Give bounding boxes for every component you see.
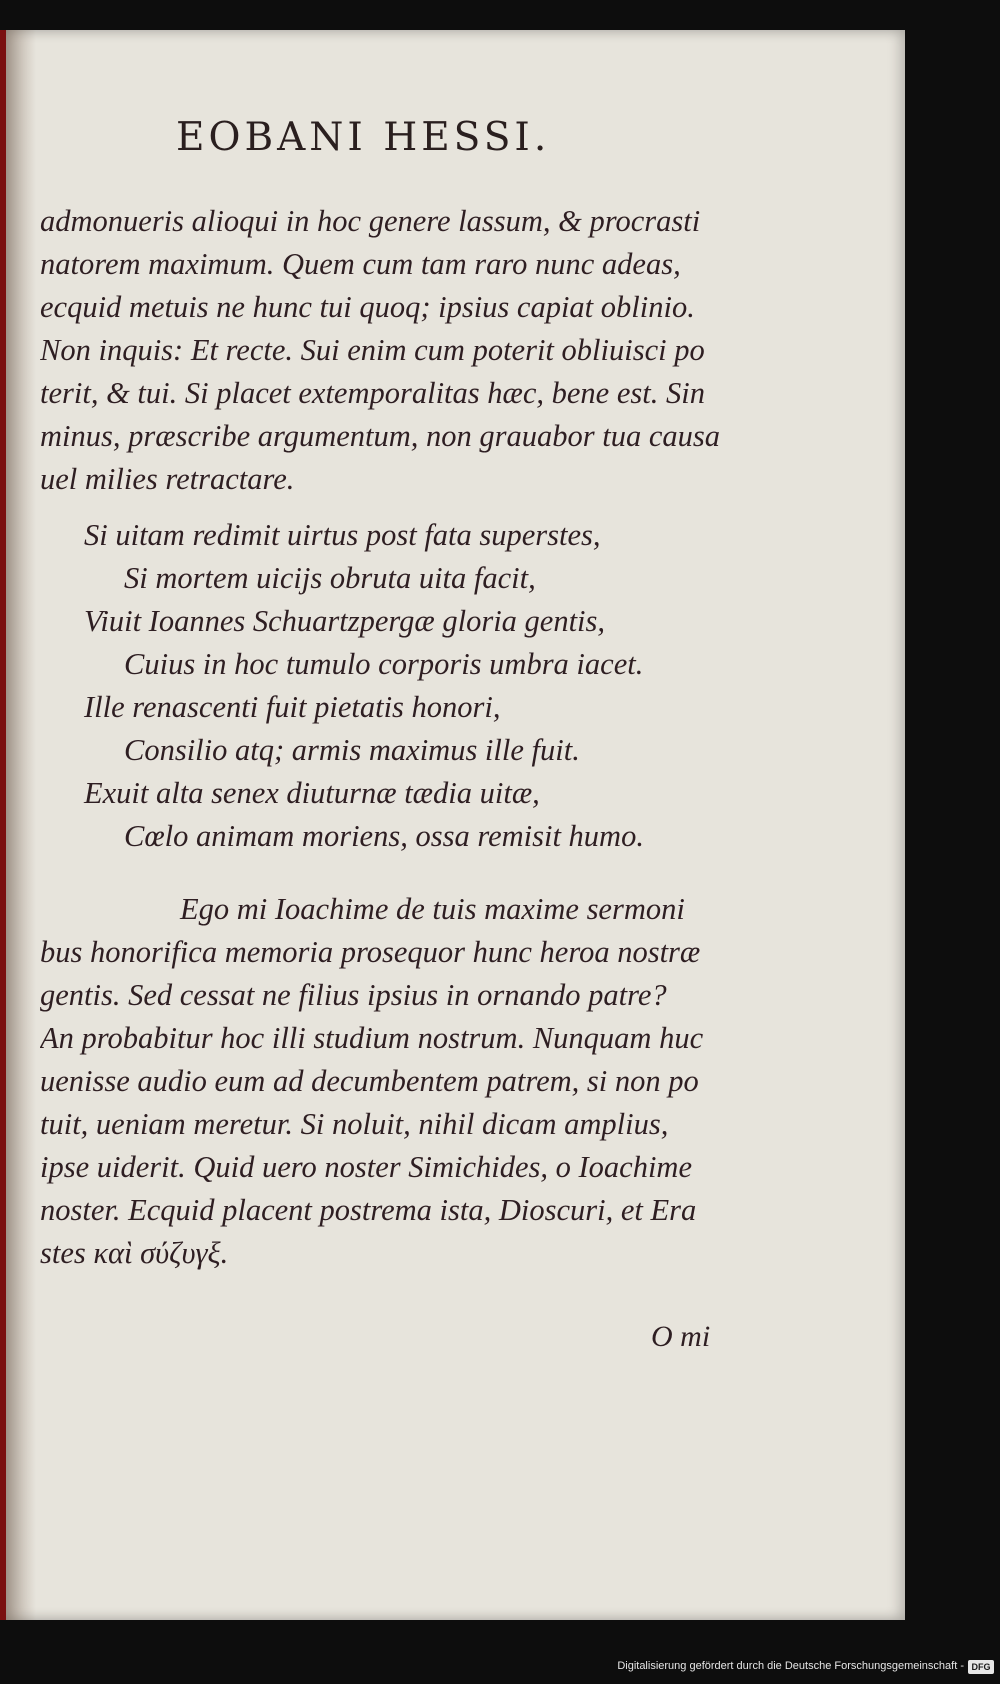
funding-credit: Digitalisierung gefördert durch die Deutsche Forschungsgemeinschaft - (617, 1660, 964, 1672)
prose-line: Ego mi Ioachime de tuis maxime sermoni (180, 892, 685, 926)
prose-line: ipse uiderit. Quid uero noster Simichides, o Ioachime (40, 1150, 692, 1184)
prose-line: tuit, ueniam meretur. Si noluit, nihil dicam amplius, (40, 1107, 669, 1141)
verse-line: Cœlo animam moriens, ossa remisit humo. (124, 819, 644, 853)
prose-line: gentis. Sed cessat ne filius ipsius in ornando patre? (40, 978, 667, 1012)
catchword: O mi (651, 1320, 711, 1353)
prose-line: Non inquis: Et recte. Sui enim cum poterit obliuisci po (40, 333, 705, 367)
prose-line: uenisse audio eum ad decumbentem patrem, si non po (40, 1064, 699, 1098)
prose-line: natorem maximum. Quem cum tam raro nunc adeas, (40, 247, 681, 281)
prose-line: bus honorifica memoria prosequor hunc heroa nostræ (40, 935, 701, 969)
verse-line: Si uitam redimit uirtus post fata superstes, (84, 518, 601, 552)
dfg-logo: DFG (968, 1660, 994, 1674)
footer-bar (0, 1644, 1000, 1684)
verse-line: Si mortem uicijs obruta uita facit, (124, 561, 536, 595)
prose-line: minus, præscribe argumentum, non grauabor tua causa (40, 419, 721, 453)
prose-line: stes καὶ σύζυγξ. (40, 1236, 229, 1270)
page-binding-shadow (6, 30, 36, 1620)
verse-line: Cuius in hoc tumulo corporis umbra iacet. (124, 647, 644, 681)
verse-line: Exuit alta senex diuturnæ tædia uitæ, (84, 776, 540, 810)
prose-block-2 (40, 888, 750, 1275)
verse-line: Viuit Ioannes Schuartzpergæ gloria gentis, (84, 604, 606, 638)
running-head: EOBANI HESSI. (176, 115, 551, 160)
prose-line: terit, & tui. Si placet extemporalitas hæc, bene est. Sin (40, 376, 705, 410)
book-page (0, 30, 905, 1620)
verse-line: Consilio atq; armis maximus ille fuit. (124, 733, 580, 767)
verse-line: Ille renascenti fuit pietatis honori, (84, 690, 501, 724)
prose-line: noster. Ecquid placent postrema ista, Dioscuri, et Era (40, 1193, 697, 1227)
prose-line: uel milies retractare. (40, 462, 295, 496)
prose-line: An probabitur hoc illi studium nostrum. Nunquam huc (40, 1021, 704, 1055)
epitaph-verse (84, 514, 644, 858)
prose-line: admonueris alioqui in hoc genere lassum, & procrasti (40, 204, 701, 238)
prose-block-1 (40, 200, 750, 501)
prose-line: ecquid metuis ne hunc tui quoq; ipsius capiat oblinio. (40, 290, 695, 324)
